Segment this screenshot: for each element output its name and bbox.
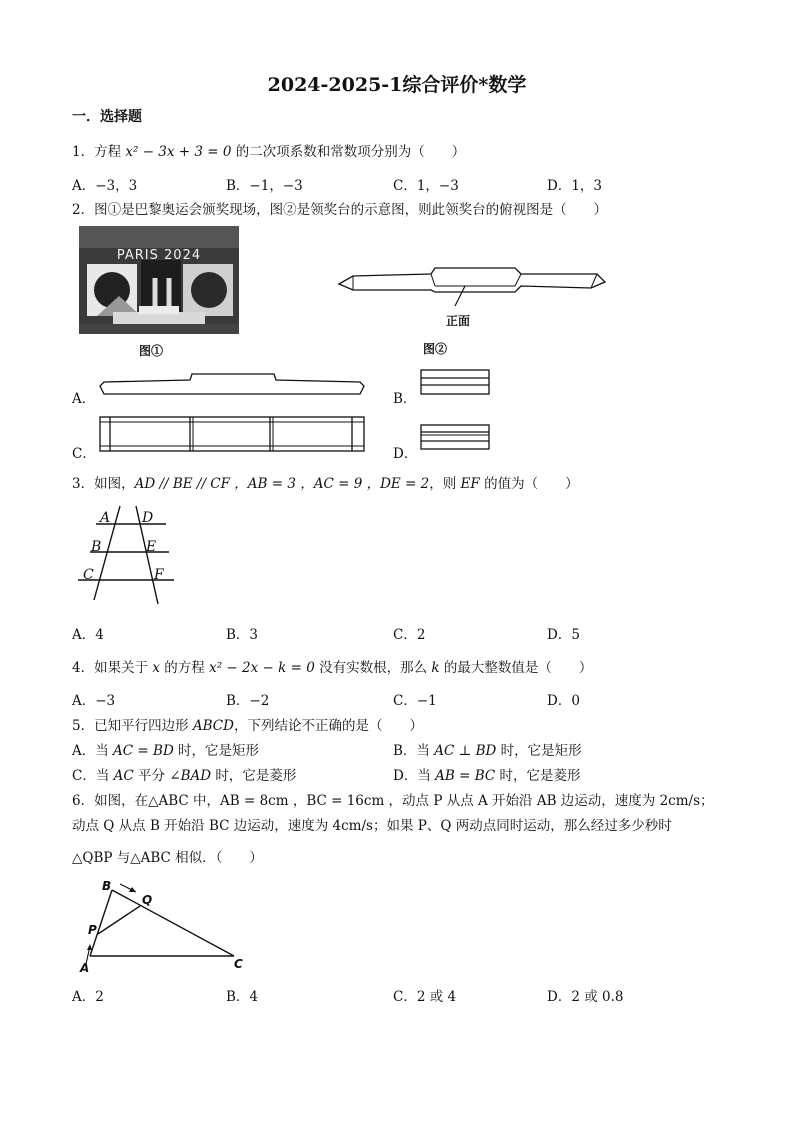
q6-triangle-figure [76,880,256,976]
q4-mid1: 的方程 [160,660,210,676]
q6-option-b[interactable]: B．4 [226,989,259,1005]
q3-prefix: 3．如图， [72,476,135,492]
q3-point-b: B [91,539,102,555]
q5-b-pre: B．当 [393,743,435,759]
q2-option-d[interactable]: D． [393,446,418,462]
q2-option-b-figure[interactable] [420,369,492,397]
question-5 [72,714,423,734]
q3-point-f: F [154,567,164,583]
section-title: 一．选择题 [72,109,142,125]
q4-prefix: 4．如果关于 [72,660,153,676]
q5-c-post: 时，它是菱形 [211,768,297,784]
q5-c-mid: 平分 [133,768,170,784]
photo-caption: PARIS 2024 [116,248,202,263]
q5-b-math: AC ⊥ BD [434,743,497,759]
question-6-line-2: 动点 Q 从点 B 开始沿 BC 边运动，速度为 4cm/s；如果 P、Q 两动点同时运动，那么经过多少秒时 [72,818,672,834]
q2-option-b[interactable]: B． [393,391,417,407]
q5-d-math: AB = BC [435,768,496,784]
q6-option-a[interactable]: A．2 [72,989,104,1005]
q2-option-d-figure[interactable] [420,424,492,452]
q4-mid2: 没有实数根，那么 [314,660,432,676]
figure-1-label: 图① [139,344,164,358]
q3-given: AD // BE // CF ，AB = 3 ，AC = 9 ，DE = 2 [134,476,430,492]
q6-point-q: Q [142,893,153,907]
question-6-line-3: △QBP 与△ABC 相似．（ ） [72,850,263,866]
q3-option-b[interactable]: B．3 [226,627,259,643]
q5-option-d[interactable] [393,764,581,784]
question-3 [72,472,579,492]
q4-equation: x² − 2x − k = 0 [209,660,315,676]
q1-option-a[interactable]: A．−3，3 [72,178,138,194]
q6-option-d[interactable]: D．2 或 0.8 [547,989,624,1005]
question-2: 2．图①是巴黎奥运会颁奖现场，图②是领奖台的示意图，则此领奖台的俯视图是（ ） [72,202,608,218]
ceremony-photo [79,226,239,334]
q5-abcd: ABCD [192,718,234,734]
q5-option-b[interactable] [393,739,582,759]
q4-var-x: x [152,660,161,676]
q3-option-a[interactable]: A．4 [72,627,104,643]
q4-option-a[interactable]: A．−3 [72,693,116,709]
q5-option-c[interactable] [72,764,296,784]
q4-suffix: 的最大整数值是（ ） [439,660,593,676]
q6-point-a: A [80,961,90,975]
q1-prefix: 1．方程 [72,144,126,160]
q5-d-pre: D．当 [393,768,436,784]
q1-option-d[interactable]: D．1，3 [547,178,603,194]
question-1 [72,140,465,160]
q1-suffix: 的二次项系数和常数项分别为（ ） [231,144,466,160]
q3-option-d[interactable]: D．5 [547,627,580,643]
q4-option-c[interactable]: C．−1 [393,693,437,709]
q5-c-pre: C．当 [72,768,114,784]
q5-a-post: 时，它是矩形 [173,743,260,759]
q3-suffix: 的值为（ ） [479,476,579,492]
q5-c-math: AC [113,768,134,784]
q3-point-d: D [142,510,154,526]
q3-point-c: C [83,567,94,583]
q5-option-a[interactable] [72,739,259,759]
q2-option-c[interactable]: C． [72,446,96,462]
q5-a-math: AC = BD [113,743,174,759]
q1-option-c[interactable]: C．1，−3 [393,178,459,194]
q1-option-b[interactable]: B．−1，−3 [226,178,303,194]
q6-point-p: P [88,923,97,937]
q5-a-pre: A．当 [72,743,114,759]
q1-equation: x² − 3x + 3 = 0 [125,144,232,160]
q3-parallel-lines-figure [74,502,184,606]
q2-option-c-figure[interactable] [98,415,368,455]
question-6-line-1: 6．如图，在△ABC 中，AB = 8cm ，BC = 16cm ，动点 P 从点 A 开始沿 AB 边运动，速度为 2cm/s； [72,793,714,809]
q3-option-c[interactable]: C．2 [393,627,426,643]
q3-ef: EF [460,476,480,492]
podium-sketch [335,262,610,302]
q4-option-d[interactable]: D．0 [547,693,580,709]
q5-c-angle: ∠BAD [169,768,212,784]
q3-point-e: E [146,539,157,555]
q4-var-k: k [431,660,440,676]
q6-point-c: C [234,957,243,971]
q5-prefix: 5．已知平行四边形 [72,718,193,734]
q5-b-post: 时，它是矩形 [496,743,582,759]
q5-suffix: ，下列结论不正确的是（ ） [233,718,423,734]
q2-option-a-figure[interactable] [98,372,368,398]
page-title: 2024-2025-1综合评价*数学 [267,74,527,96]
q5-d-post: 时，它是菱形 [495,768,581,784]
q2-option-a[interactable]: A． [72,391,96,407]
figure-2-label: 图② [423,342,448,356]
front-label: 正面 [446,314,471,328]
q4-option-b[interactable]: B．−2 [226,693,270,709]
question-4 [72,656,592,676]
q3-mid: ，则 [429,476,461,492]
q6-point-b: B [102,879,112,893]
q6-option-c[interactable]: C．2 或 4 [393,989,457,1005]
q3-point-a: A [100,510,111,526]
